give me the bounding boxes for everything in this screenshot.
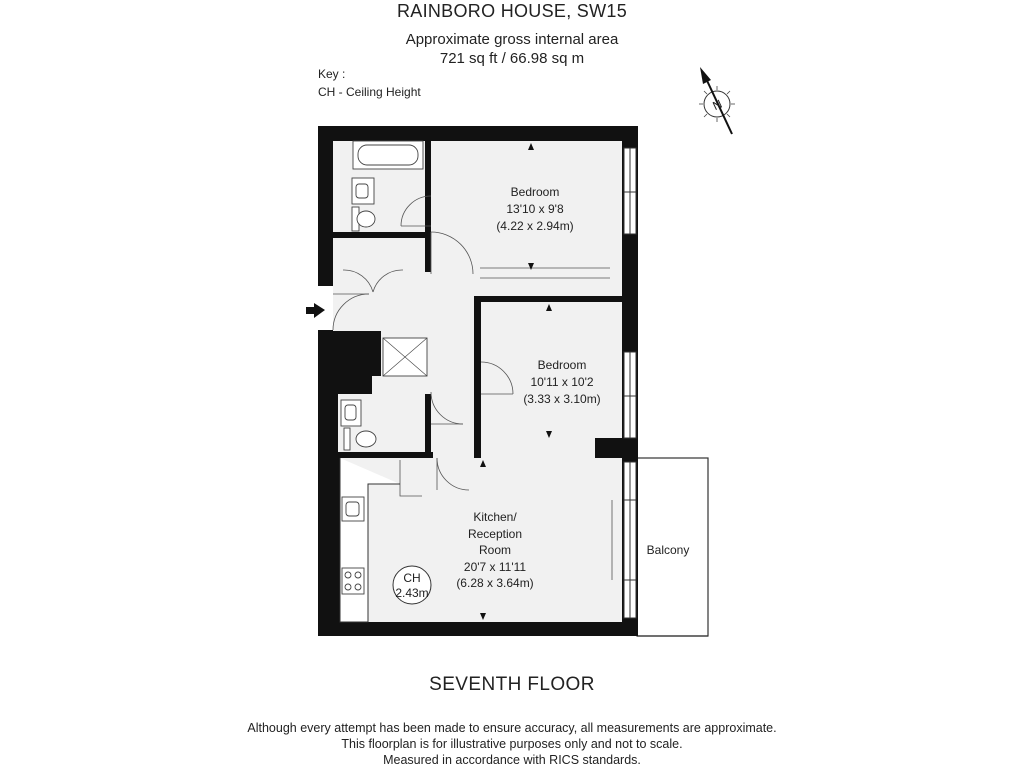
kitchen-name-line1: Kitchen/: [473, 510, 517, 524]
windows: [624, 148, 636, 618]
area-label: Approximate gross internal area: [405, 31, 619, 48]
bedroom1-name: Bedroom: [510, 185, 560, 199]
ch-label: CH: [403, 571, 421, 585]
basin-icon: [341, 400, 361, 426]
key-title: Key :: [318, 67, 346, 81]
bedroom1-imperial: 13'10 x 9'8: [506, 202, 564, 216]
shower-icon: [383, 338, 427, 376]
compass-icon: [699, 67, 735, 134]
kitchen-metric: (6.28 x 3.64m): [456, 576, 534, 590]
key-ceiling-height: CH - Ceiling Height: [318, 85, 421, 99]
kitchen-name-line2: Reception: [467, 527, 523, 541]
area-value: 721 sq ft / 66.98 sq m: [439, 50, 585, 67]
bedroom2-imperial: 10'11 x 10'2: [530, 375, 594, 389]
property-title: RAINBORO HOUSE, SW15: [396, 1, 628, 21]
bath-icon: [353, 141, 423, 169]
hob-icon: [342, 568, 364, 594]
disclaimer-line: Although every attempt has been made to ensure accuracy, all measurements are approximate.: [247, 721, 777, 735]
sink-icon: [342, 497, 364, 521]
disclaimer-line: Measured in accordance with RICS standards.: [383, 753, 641, 767]
kitchen-name-line3: Room: [478, 543, 512, 557]
compass-letter: N: [710, 96, 725, 114]
balcony-name: Balcony: [646, 543, 690, 557]
kitchen-imperial: 20'7 x 11'11: [463, 560, 527, 574]
bedroom2-metric: (3.33 x 3.10m): [523, 392, 601, 406]
floor-label: SEVENTH FLOOR: [429, 674, 595, 695]
disclaimer-line: This floorplan is for illustrative purposes only and not to scale.: [341, 737, 683, 751]
ceiling-height-badge: [393, 566, 431, 604]
bedroom1-metric: (4.22 x 2.94m): [496, 219, 574, 233]
basin-icon: [352, 178, 374, 204]
ch-value: 2.43m: [395, 586, 429, 600]
bedroom2-name: Bedroom: [537, 358, 587, 372]
